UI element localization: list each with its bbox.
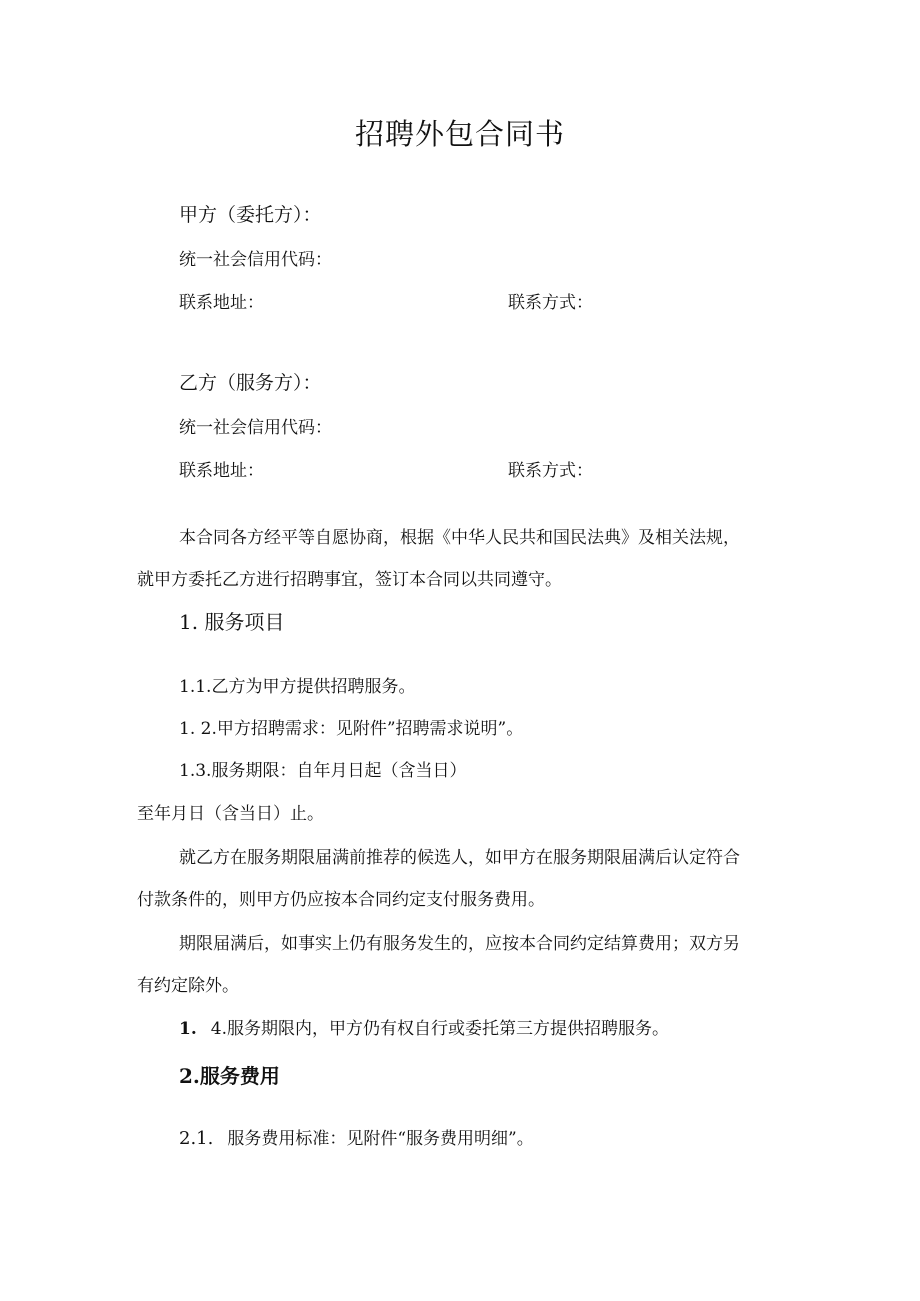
party-b-heading: 乙方（服务方）： [179, 372, 322, 394]
paragraph-a-line-2: 付款条件的，则甲方仍应按本合同约定支付服务费用。 [137, 890, 545, 910]
paragraph-b-line-1: 期限届满后，如事实上仍有服务发生的，应按本合同约定结算费用；双方另 [179, 934, 740, 954]
document-title: 招聘外包合同书 [354, 117, 565, 151]
item-1-4-number: 1. [179, 1019, 197, 1039]
party-a-address-label: 联系地址： [179, 293, 264, 313]
party-a-credit-code-label: 统一社会信用代码： [179, 250, 332, 270]
party-b-contact-label: 联系方式： [508, 461, 593, 481]
item-2-1-number: 2.1. [179, 1128, 214, 1149]
item-1-4 [179, 1018, 669, 1040]
paragraph-b-line-2: 有约定除外。 [137, 976, 239, 996]
party-b-credit-code-label: 统一社会信用代码： [179, 418, 332, 438]
section-2-heading: 2.服务费用 [179, 1064, 280, 1088]
section-1-heading: 1. 服务项目 [179, 610, 285, 634]
party-a-heading: 甲方（委托方）： [179, 204, 322, 226]
item-1-4-text: 4.服务期限内，甲方仍有权自行或委托第三方提供招聘服务。 [210, 1019, 669, 1039]
item-1-3-line-1: 1.3.服务期限：自年月日起（含当日） [179, 761, 467, 781]
preamble-line-1: 本合同各方经平等自愿协商，根据《中华人民共和国民法典》及相关法规， [179, 528, 740, 548]
item-1-3-line-2: 至年月日（含当日）止。 [137, 804, 324, 824]
item-2-1-text: 服务费用标准：见附件“服务费用明细”。 [227, 1129, 534, 1149]
paragraph-a-line-1: 就乙方在服务期限届满前推荐的候选人，如甲方在服务期限届满后认定符合 [179, 848, 740, 868]
party-b-address-label: 联系地址： [179, 461, 264, 481]
item-1-1: 1.1.乙方为甲方提供招聘服务。 [179, 677, 416, 697]
party-a-contact-label: 联系方式： [508, 293, 593, 313]
item-2-1 [179, 1128, 534, 1150]
preamble-line-2: 就甲方委托乙方进行招聘事宜，签订本合同以共同遵守。 [137, 570, 562, 590]
item-1-2: 1. 2.甲方招聘需求：见附件”招聘需求说明”。 [179, 719, 524, 739]
